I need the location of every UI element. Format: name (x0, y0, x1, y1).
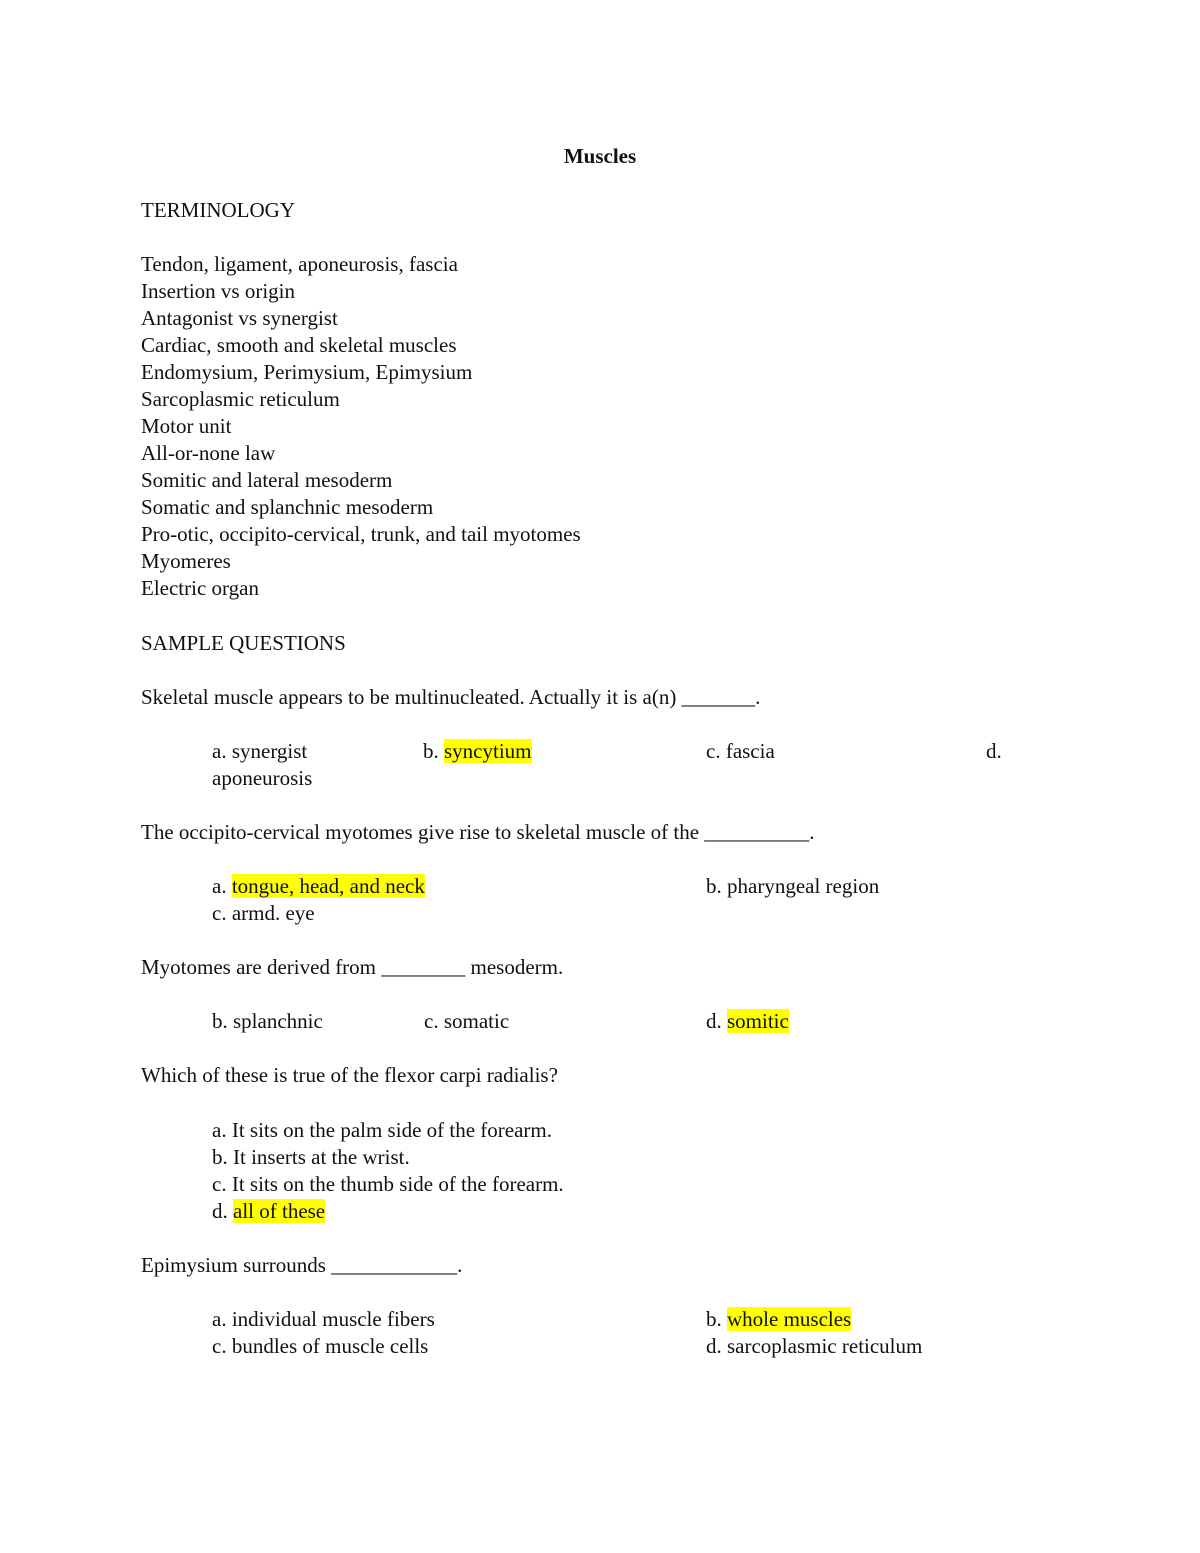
question-5-text: Epimysium surrounds ____________. (141, 1253, 463, 1277)
terminology-heading: TERMINOLOGY (141, 198, 295, 222)
question-4-text: Which of these is true of the flexor carpi radialis? (141, 1063, 558, 1087)
term-item: Cardiac, smooth and skeletal muscles (141, 333, 457, 357)
sample-questions-heading: SAMPLE QUESTIONS (141, 631, 346, 655)
q1-option-b-prefix: b. (423, 739, 444, 763)
q1-option-d-wrap: aponeurosis (212, 766, 313, 790)
term-item: Endomysium, Perimysium, Epimysium (141, 360, 473, 384)
question-1-text: Skeletal muscle appears to be multinucleated. Actually it is a(n) _______. (141, 685, 761, 709)
q5-answer-highlight: whole muscles (727, 1307, 852, 1331)
term-item: Tendon, ligament, aponeurosis, fascia (141, 252, 458, 276)
q2-answer-highlight: tongue, head, and neck (231, 874, 425, 898)
q4-option-c: c. It sits on the thumb side of the forearm. (212, 1172, 564, 1196)
q4-option-d (212, 1198, 325, 1225)
q5-option-b (706, 1306, 851, 1333)
q4-answer-highlight: all of these (233, 1199, 326, 1223)
q2-option-c: c. armd. eye (212, 901, 315, 925)
q5-option-a: a. individual muscle fibers (212, 1307, 435, 1331)
term-item: Electric organ (141, 576, 259, 600)
q1-answer-highlight: syncytium (444, 739, 532, 763)
document-title: Muscles (563, 144, 637, 168)
term-item: Somatic and splanchnic mesoderm (141, 495, 434, 519)
q2-option-a (212, 873, 425, 900)
q1-option-a: a. synergist (212, 739, 308, 763)
term-item: Myomeres (141, 549, 231, 573)
q1-option-d: d. (986, 739, 1002, 763)
q4-option-a: a. It sits on the palm side of the forearm. (212, 1118, 552, 1142)
question-2-text: The occipito-cervical myotomes give rise to skeletal muscle of the __________. (141, 820, 815, 844)
q4-option-b: b. It inserts at the wrist. (212, 1145, 410, 1169)
q5-option-b-prefix: b. (706, 1307, 727, 1331)
question-3-text: Myotomes are derived from ________ mesoderm. (141, 955, 564, 979)
q4-option-d-prefix: d. (212, 1199, 233, 1223)
q1-option-b (423, 738, 532, 765)
q1-option-c: c. fascia (706, 739, 775, 763)
q3-option-b: b. splanchnic (212, 1009, 323, 1033)
term-item: Pro-otic, occipito-cervical, trunk, and tail myotomes (141, 522, 581, 546)
q3-answer-highlight: somitic (727, 1009, 789, 1033)
term-item: Antagonist vs synergist (141, 306, 338, 330)
q2-option-a-prefix: a. (212, 874, 232, 898)
q3-option-d (706, 1008, 789, 1035)
term-item: Motor unit (141, 414, 232, 438)
term-item: Insertion vs origin (141, 279, 295, 303)
q3-option-d-prefix: d. (706, 1009, 727, 1033)
q5-option-d: d. sarcoplasmic reticulum (706, 1334, 923, 1358)
q2-option-b: b. pharyngeal region (706, 874, 880, 898)
term-item: Somitic and lateral mesoderm (141, 468, 393, 492)
term-item: All-or-none law (141, 441, 276, 465)
term-item: Sarcoplasmic reticulum (141, 387, 340, 411)
q3-option-c: c. somatic (424, 1009, 510, 1033)
q5-option-c: c. bundles of muscle cells (212, 1334, 429, 1358)
